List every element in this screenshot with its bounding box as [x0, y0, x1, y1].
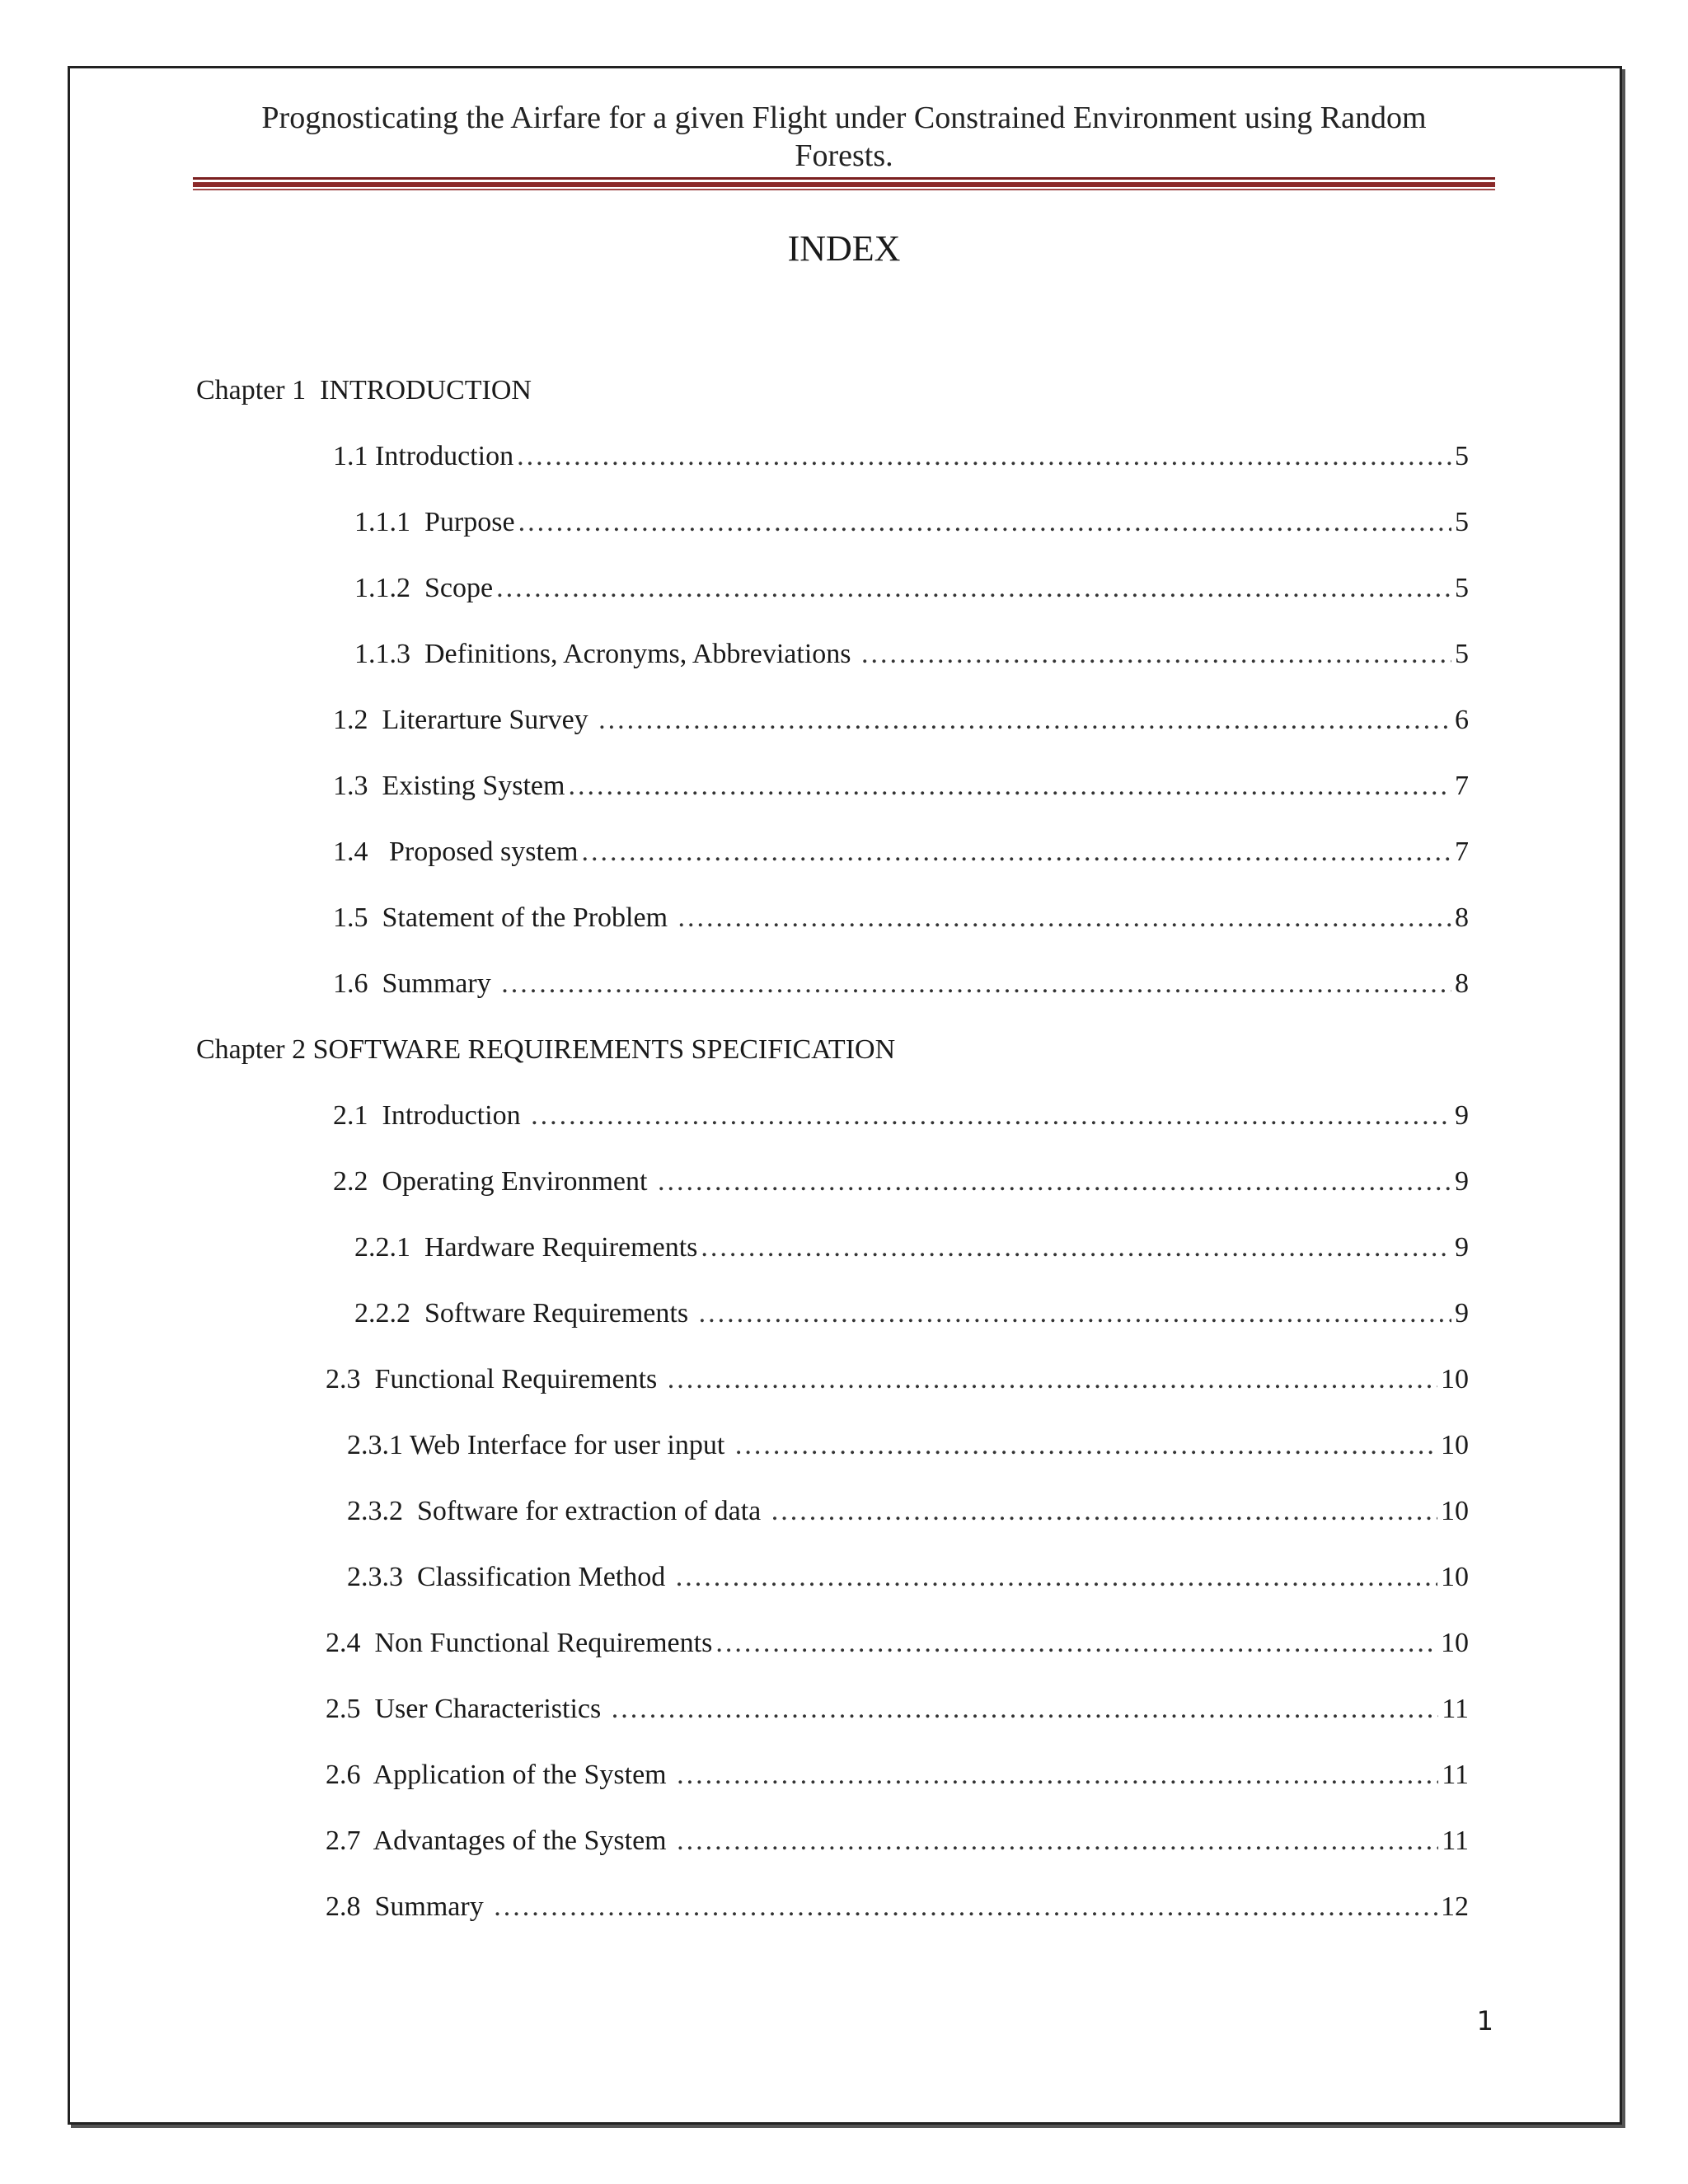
toc-entry-page: 9 [1455, 1166, 1469, 1197]
toc-entry-label: 1.1.2 Scope [354, 573, 494, 603]
toc-entry-label: 2.7 Advantages of the System [326, 1825, 674, 1856]
toc-entry-page: 7 [1455, 771, 1469, 801]
toc-entry[interactable] [354, 1229, 1469, 1267]
toc-entry[interactable] [354, 569, 1469, 607]
toc-entry-label: 1.4 Proposed system [333, 837, 579, 867]
toc-entry[interactable] [354, 504, 1469, 541]
toc-entry-page: 9 [1455, 1298, 1469, 1329]
toc-entry-page: 10 [1441, 1364, 1469, 1394]
toc-entry[interactable] [333, 965, 1469, 1003]
toc-entry-page: 10 [1441, 1562, 1469, 1592]
header-rule-middle [193, 182, 1495, 187]
toc-leader-dots [494, 1888, 1437, 1926]
toc-leader-dots [676, 1558, 1437, 1596]
toc-leader-dots [668, 1361, 1437, 1399]
toc-entry-label: 2.5 User Characteristics [326, 1694, 608, 1724]
toc-leader-dots [598, 701, 1451, 739]
toc-leader-dots [677, 1822, 1438, 1860]
toc-leader-dots [612, 1690, 1439, 1728]
toc-entry-page: 10 [1441, 1430, 1469, 1460]
toc-entry-label: 2.2 Operating Environment [333, 1166, 654, 1197]
toc-entry[interactable] [326, 1361, 1469, 1399]
toc-entry-label: 1.1 Introduction [333, 441, 514, 471]
header-rule-top [193, 177, 1495, 180]
toc-leader-dots [517, 438, 1451, 476]
toc-leader-dots [518, 504, 1451, 541]
toc-entry[interactable] [326, 1690, 1469, 1728]
toc-entry-page: 5 [1455, 573, 1469, 603]
toc-leader-dots [678, 899, 1451, 937]
toc-entry[interactable] [347, 1558, 1469, 1596]
toc-entry-label: 2.3.2 Software for extraction of data [347, 1496, 768, 1526]
toc-entry-page: 10 [1441, 1496, 1469, 1526]
header-title-line-1: Prognosticating the Airfare for a given Flight under Constrained Environment using Random [261, 101, 1427, 135]
toc-entry-page: 11 [1442, 1825, 1469, 1856]
toc-entry-label: 2.3 Functional Requirements [326, 1364, 664, 1394]
toc-entry[interactable] [326, 1888, 1469, 1926]
toc-entry-label: 2.3.3 Classification Method [347, 1562, 673, 1592]
chapter-2-heading: Chapter 2 SOFTWARE REQUIREMENTS SPECIFICATION [196, 1034, 896, 1065]
toc-entry-label: 1.6 Summary [333, 968, 499, 999]
toc-entry[interactable] [333, 438, 1469, 476]
toc-entry[interactable] [354, 635, 1469, 673]
toc-entry-label: 2.2.2 Software Requirements [354, 1298, 696, 1329]
index-title: INDEX [787, 228, 901, 269]
running-header [193, 99, 1495, 175]
toc-leader-dots [582, 833, 1452, 871]
toc-entry-page: 5 [1455, 507, 1469, 537]
toc-entry[interactable] [347, 1427, 1469, 1465]
toc-leader-dots [699, 1295, 1451, 1333]
page-number: 1 [1476, 2005, 1493, 2036]
toc-entry-page: 5 [1455, 639, 1469, 669]
toc-leader-dots [677, 1756, 1438, 1794]
toc-entry[interactable] [333, 1097, 1469, 1135]
toc-entry-label: 1.1.1 Purpose [354, 507, 515, 537]
toc-entry[interactable] [347, 1493, 1469, 1530]
toc-leader-dots [701, 1229, 1451, 1267]
toc-entry-page: 12 [1441, 1891, 1469, 1922]
toc-entry-label: 2.6 Application of the System [326, 1760, 674, 1790]
toc-leader-dots [861, 635, 1451, 673]
toc-entry[interactable] [333, 1163, 1469, 1201]
toc-entry-label: 2.4 Non Functional Requirements [326, 1628, 713, 1658]
toc-entry[interactable] [333, 899, 1469, 937]
toc-entry-page: 9 [1455, 1232, 1469, 1263]
toc-leader-dots [771, 1493, 1437, 1530]
toc-entry-label: 1.3 Existing System [333, 771, 565, 801]
toc-entry-page: 8 [1455, 902, 1469, 933]
toc-entry-label: 2.3.1 Web Interface for user input [347, 1430, 732, 1460]
toc-entry-page: 8 [1455, 968, 1469, 999]
toc-leader-dots [658, 1163, 1451, 1201]
toc-entry[interactable] [333, 767, 1469, 805]
header-title-line-2: Forests. [795, 138, 893, 173]
toc-leader-dots [568, 767, 1451, 805]
toc-leader-dots [735, 1427, 1437, 1465]
toc-entry[interactable] [326, 1822, 1469, 1860]
toc-entry[interactable] [354, 1295, 1469, 1333]
toc-entry[interactable] [326, 1624, 1469, 1662]
toc-entry-page: 7 [1455, 837, 1469, 867]
toc-leader-dots [531, 1097, 1451, 1135]
toc-entry-label: 2.8 Summary [326, 1891, 491, 1922]
toc-entry-label: 2.2.1 Hardware Requirements [354, 1232, 698, 1263]
toc-entry-page: 5 [1455, 441, 1469, 471]
toc-entry[interactable] [333, 833, 1469, 871]
toc-entry-label: 2.1 Introduction [333, 1100, 528, 1131]
toc-entry-label: 1.5 Statement of the Problem [333, 902, 675, 933]
toc-entry-page: 10 [1441, 1628, 1469, 1658]
toc-leader-dots [501, 965, 1451, 1003]
toc-entry-page: 11 [1442, 1694, 1469, 1724]
toc-entry[interactable] [333, 701, 1469, 739]
toc-leader-dots [715, 1624, 1437, 1662]
header-rule-bottom [193, 189, 1495, 190]
toc-entry-label: 1.1.3 Definitions, Acronyms, Abbreviations [354, 639, 859, 669]
toc-leader-dots [496, 569, 1451, 607]
toc-entry-page: 9 [1455, 1100, 1469, 1131]
toc-entry-label: 1.2 Literarture Survey [333, 705, 596, 735]
chapter-1-heading: Chapter 1 INTRODUCTION [196, 375, 532, 405]
toc-entry-page: 6 [1455, 705, 1469, 735]
toc-entry-page: 11 [1442, 1760, 1469, 1790]
toc-entry[interactable] [326, 1756, 1469, 1794]
